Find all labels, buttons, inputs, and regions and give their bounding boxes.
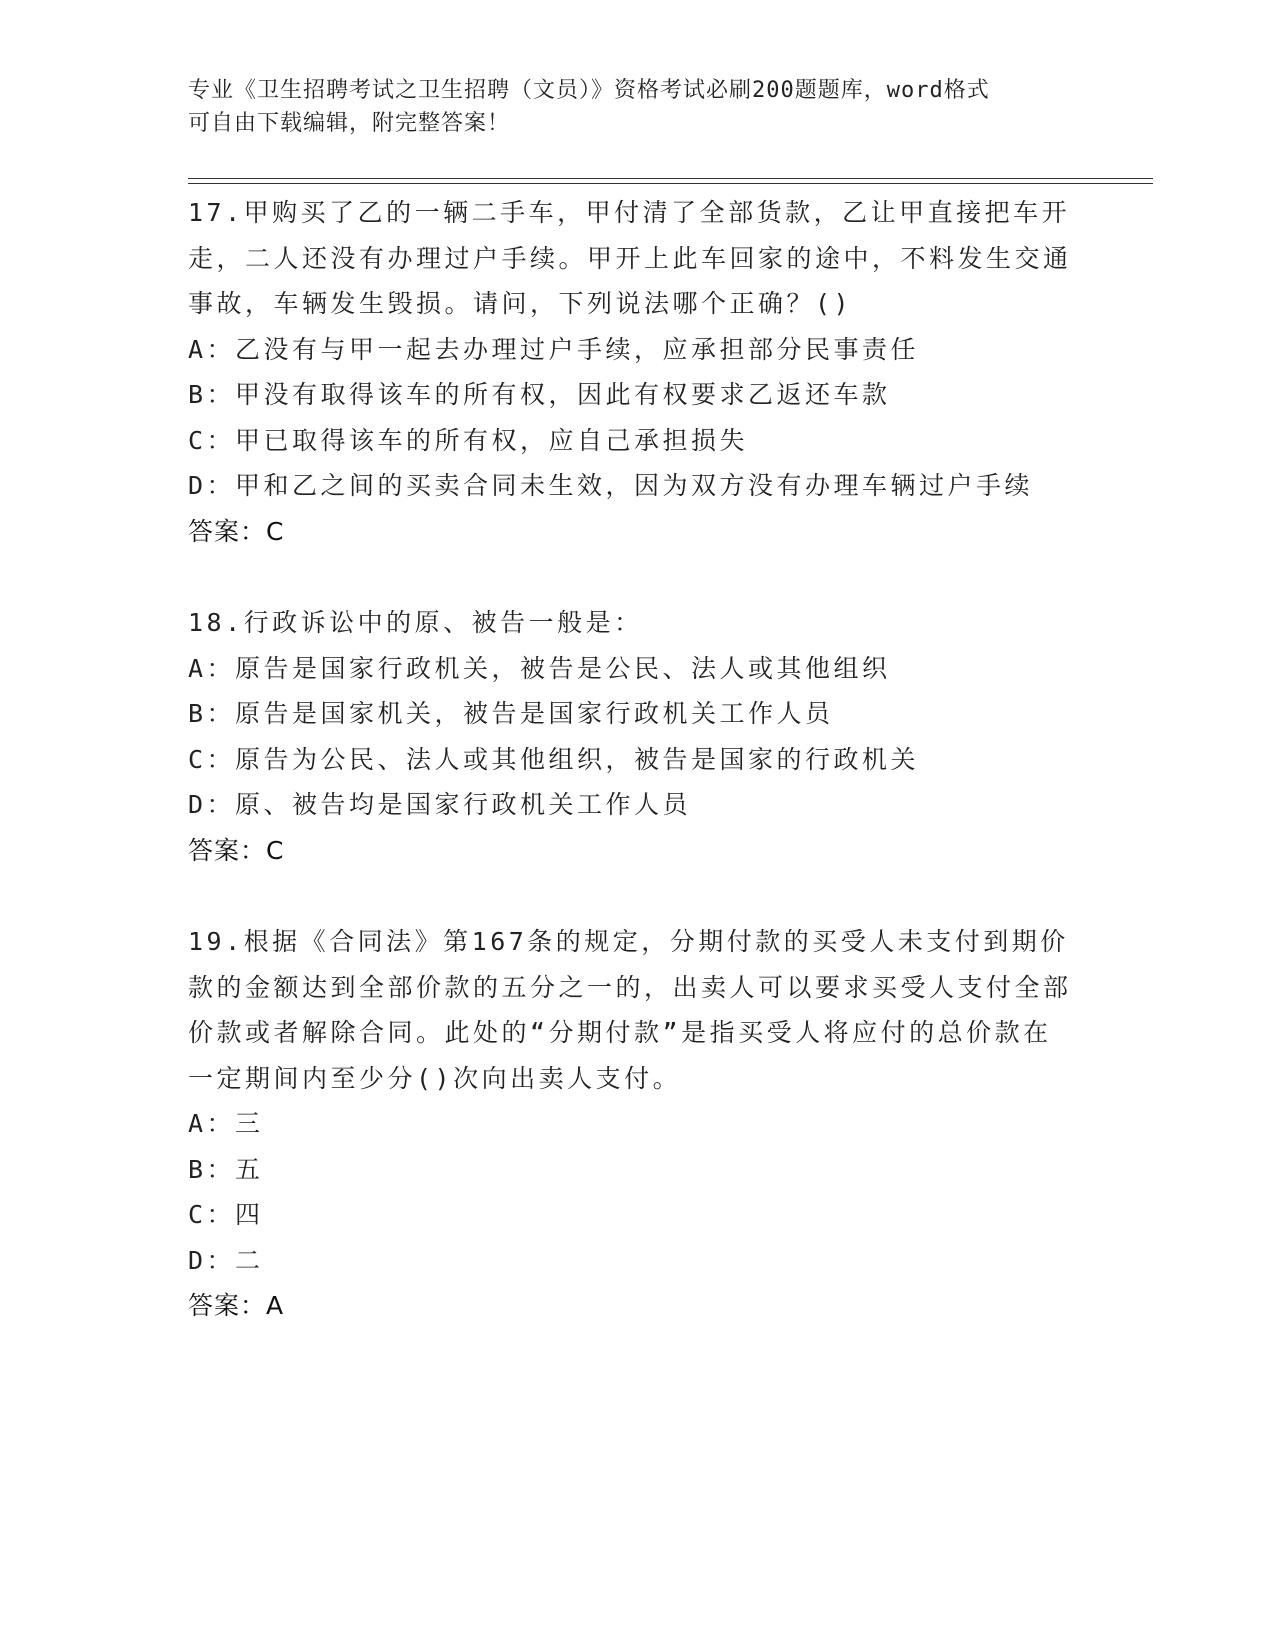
document-header xyxy=(188,74,1088,140)
answer-line: 答案：C xyxy=(188,835,285,865)
option-c: C：原告为公民、法人或其他组织，被告是国家的行政机关 xyxy=(188,744,920,774)
question-list xyxy=(188,190,1088,1375)
option-a: A：三 xyxy=(188,1109,264,1138)
option-b: B：甲没有取得该车的所有权，因此有权要求乙返还车款 xyxy=(188,380,891,409)
answer-line: 答案：C xyxy=(188,516,285,546)
option-d: D：二 xyxy=(188,1245,264,1275)
header-divider-top xyxy=(188,178,1153,179)
question-19 xyxy=(188,919,1088,1329)
question-stem: 17.甲购买了乙的一辆二手车，甲付清了全部货款，乙让甲直接把车开走，二人还没有办理过户手续。甲开上此车回家的途中，不料发生交通事故，车辆发生毁损。请问，下列说法哪个正确？() xyxy=(188,198,1072,318)
header-divider-bottom xyxy=(188,183,1153,184)
question-stem: 19.根据《合同法》第167条的规定，分期付款的买受人未支付到期价款的金额达到全部价款的五分之一的，出卖人可以要求买受人支付全部价款或者解除合同。此处的“分期付款”是指买受人将应付的总价款在一定期间内至少分()次向出卖人支付。 xyxy=(188,927,1072,1093)
option-b: B：五 xyxy=(188,1154,264,1184)
answer-line: 答案：A xyxy=(188,1291,285,1320)
option-c: C：甲已取得该车的所有权，应自己承担损失 xyxy=(188,425,749,455)
option-c: C：四 xyxy=(188,1200,264,1229)
option-a: A：乙没有与甲一起去办理过户手续，应承担部分民事责任 xyxy=(188,334,920,364)
question-18 xyxy=(188,600,1088,873)
question-stem: 18.行政诉讼中的原、被告一般是： xyxy=(188,608,643,637)
option-b: B：原告是国家机关，被告是国家行政机关工作人员 xyxy=(188,699,834,728)
header-line-2: 可自由下载编辑，附完整答案！ xyxy=(188,111,511,136)
question-17 xyxy=(188,190,1088,554)
option-d: D：甲和乙之间的买卖合同未生效，因为双方没有办理车辆过户手续 xyxy=(188,471,1034,500)
option-d: D：原、被告均是国家行政机关工作人员 xyxy=(188,790,692,819)
option-a: A：原告是国家行政机关，被告是公民、法人或其他组织 xyxy=(188,653,891,683)
header-line-1: 专业《卫生招聘考试之卫生招聘（文员）》资格考试必刷200题题库，word格式 xyxy=(188,78,990,103)
